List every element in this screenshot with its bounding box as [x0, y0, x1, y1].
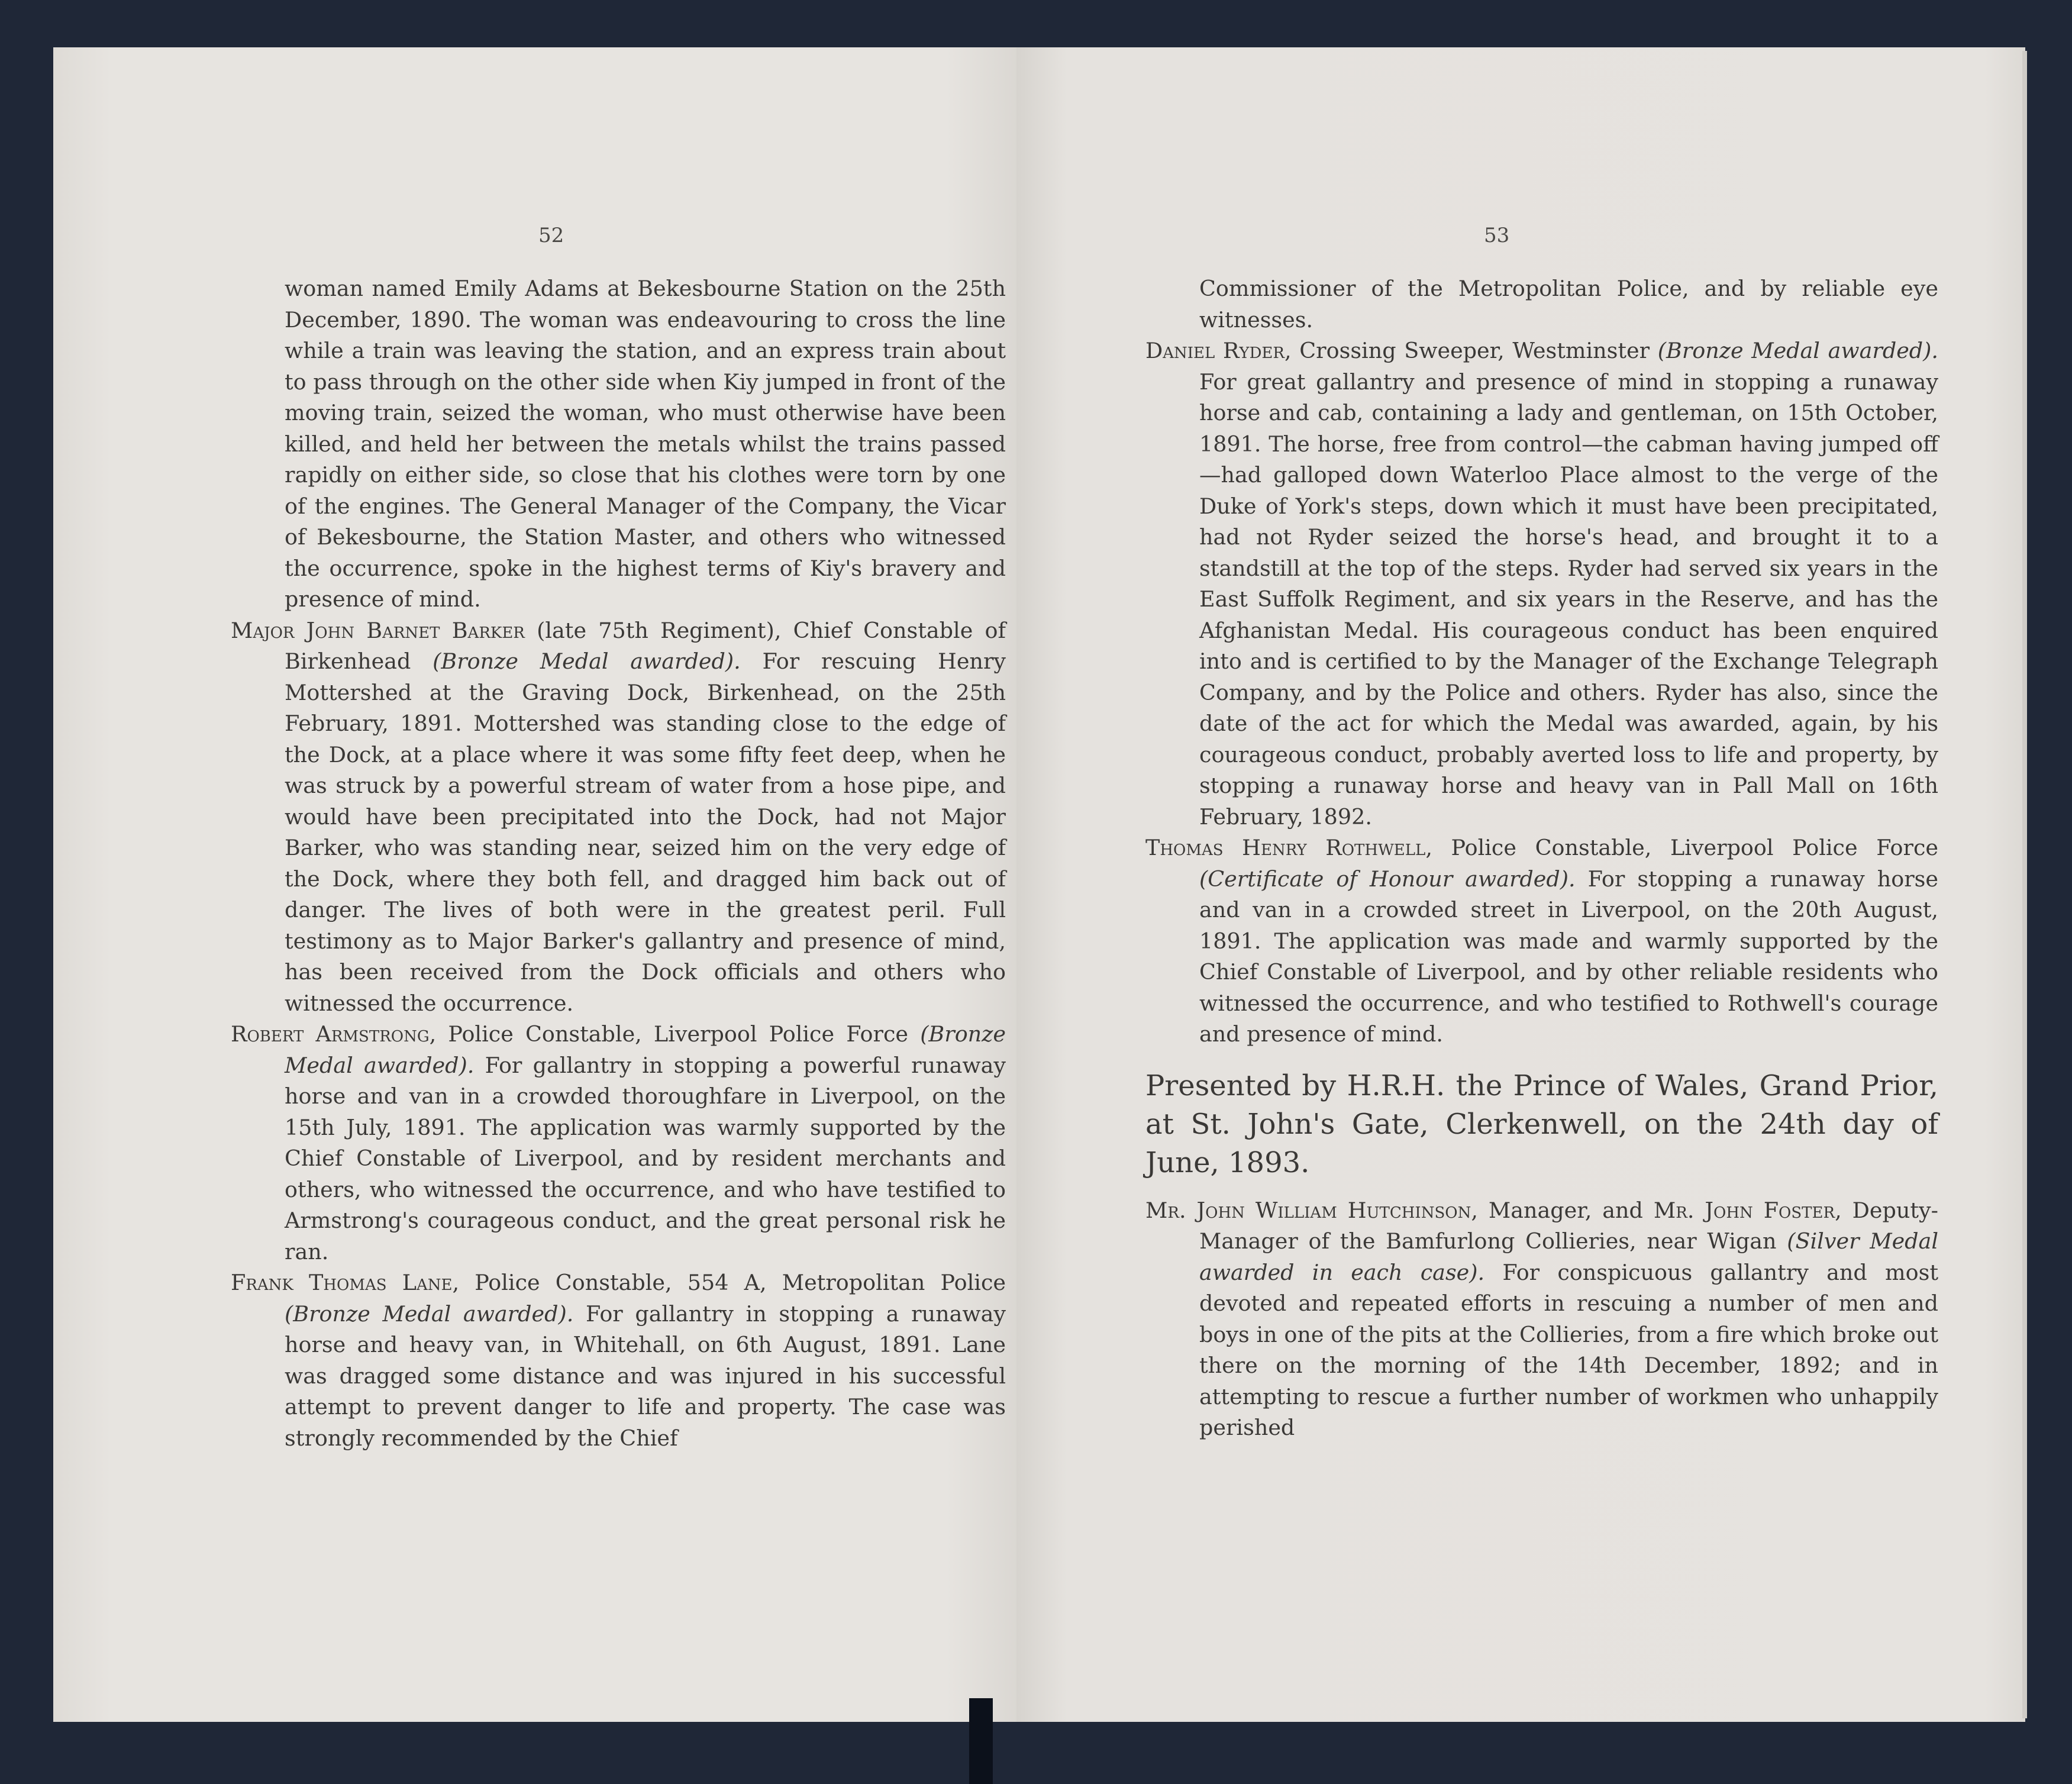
award-type: (Bronze Medal awarded). [433, 649, 741, 674]
recipient-name: Daniel Ryder [1145, 338, 1284, 363]
page-text [231, 273, 1006, 1454]
page-number: 52 [538, 224, 564, 247]
entry-text: For gallantry in stopping a powerful runaway horse and van in a crowded thoroughfare in Liverpool, on the 15th July, 1891. The application was warmly supported by the Chief Constable of Liverpool, and by resident merchants and others, who witnessed the occurrence, and who have testified to Armstrong's courageous conduct, and the great personal risk he ran. [285, 1052, 1006, 1264]
award-entry [1145, 335, 1938, 833]
entry-text: For great gallantry and presence of mind in stopping a runaway horse and cab, containing a lady and gentleman, on 15th October, 1891. The horse, free from control—the cabman having jumped off—had galloped down Waterloo Place almost to the verge of the Duke of York's steps, down which it must have been precipitated, had not Ryder seized the horse's head, and brought it to a standstill at the top of the steps. Ryder had served six years in the East Suffolk Regiment, and six years in the Reserve, and has the Afghanistan Medal. His courageous conduct has been enquired into and is certified to by the Manager of the Exchange Telegraph Company, and by the Police and others. Ryder has also, since the date of the act for which the Medal was awarded, again, by his courageous conduct, probably averted loss to life and property, by stopping a runaway horse and heavy van in Pall Mall on 16th February, 1892. [1199, 369, 1938, 830]
left-page [53, 47, 1024, 1722]
award-type: (Bronze Medal awarded). [285, 1021, 1006, 1078]
recipient-details: (late 75th Regiment), Chief Constable of Birkenhead [285, 617, 1006, 674]
recipient-details: , Police Constable, 554 A, Metropolitan Police [452, 1270, 1006, 1295]
award-type: (Silver Medal awarded in each case). [1199, 1228, 1938, 1285]
entry-text: For conspicuous gallantry and most devoted and repeated efforts in rescuing a number of men and boys in one of the pits at the Collieries, from a fire which broke out there on the morning of the 14th December, 1892; and in attempting to rescue a further number of workmen who unhappily perished [1199, 1259, 1938, 1440]
recipient-name: Major John Barnet Barker [231, 617, 525, 643]
award-entry [231, 615, 1006, 1020]
recipient-details: , Crossing Sweeper, Westminster [1284, 338, 1658, 363]
recipient-name-2: Mr. John Foster [1653, 1197, 1835, 1223]
recipient-name: Frank Thomas Lane [231, 1270, 453, 1295]
award-entry [1145, 1195, 1938, 1444]
recipient-name: Mr. John William Hutchinson [1145, 1197, 1471, 1223]
award-type: (Bronze Medal awarded). [285, 1301, 574, 1327]
right-page [1016, 47, 2025, 1722]
entry-text: For gallantry in stopping a runaway horse and heavy van, in Whitehall, on 6th August, 1891. Lane was dragged some distance and was injured in his successful attempt to prevent danger to life and property. The case was strongly recommended by the Chief [285, 1301, 1006, 1451]
award-type: (Bronze Medal awarded). [1657, 338, 1939, 363]
recipient-details: , Police Constable, Liverpool Police Force [429, 1021, 921, 1047]
award-entry [231, 1267, 1006, 1454]
recipient-details: , Deputy-Manager of the Bamfurlong Collieries, near Wigan [1199, 1197, 1938, 1254]
award-entry [1145, 833, 1938, 1050]
recipient-name: Thomas Henry Rothwell [1145, 835, 1426, 860]
recipient-details: , Police Constable, Liverpool Police Force [1425, 835, 1939, 860]
award-type: (Certificate of Honour awarded). [1199, 866, 1576, 892]
recipient-role: , Manager, and [1471, 1197, 1654, 1223]
page-edge [2022, 51, 2027, 1718]
page-text [1145, 273, 1938, 1444]
continuation-paragraph: Commissioner of the Metropolitan Police, and by reliable eye witnesses. [1199, 276, 1938, 333]
page-number: 53 [1484, 224, 1510, 247]
entry-text: For rescuing Henry Mottershed at the Graving Dock, Birkenhead, on the 25th February, 1891. Mottershed was standing close to the edge of the Dock, at a place where it was some fifty feet deep, when he was struck by a powerful stream of water from a hose pipe, and would have been precipitated into the Dock, had not Major Barker, who was standing near, seized him on the very edge of the Dock, where they both fell, and dragged him back out of danger. The lives of both were in the greatest peril. Full testimony as to Major Barker's gallantry and presence of mind, has been received from the Dock officials and others who witnessed the occurrence. [285, 649, 1006, 1016]
award-entry [231, 1019, 1006, 1267]
book-gutter [969, 1698, 993, 1784]
section-heading: Presented by H.R.H. the Prince of Wales, Grand Prior, at St. John's Gate, Clerkenwell, on the 24th day of June, 1893. [1145, 1069, 1938, 1179]
continuation-paragraph: woman named Emily Adams at Bekesbourne Station on the 25th December, 1890. The woman was endeavouring to cross the line while a train was leaving the station, and an express train about to pass through on the other side when Kiy jumped in front of the moving train, seized the woman, who must otherwise have been killed, and held her between the metals whilst the trains passed rapidly on either side, so close that his clothes were torn by one of the engines. The General Manager of the Company, the Vicar of Bekesbourne, the Station Master, and others who witnessed the occurrence, spoke in the highest terms of Kiy's bravery and presence of mind. [285, 276, 1006, 612]
entry-text: For stopping a runaway horse and van in a crowded street in Liverpool, on the 20th August, 1891. The application was made and warmly supported by the Chief Constable of Liverpool, and by other reliable residents who witnessed the occurrence, and who testified to Rothwell's courage and presence of mind. [1199, 866, 1938, 1047]
recipient-name: Robert Armstrong [231, 1021, 430, 1047]
